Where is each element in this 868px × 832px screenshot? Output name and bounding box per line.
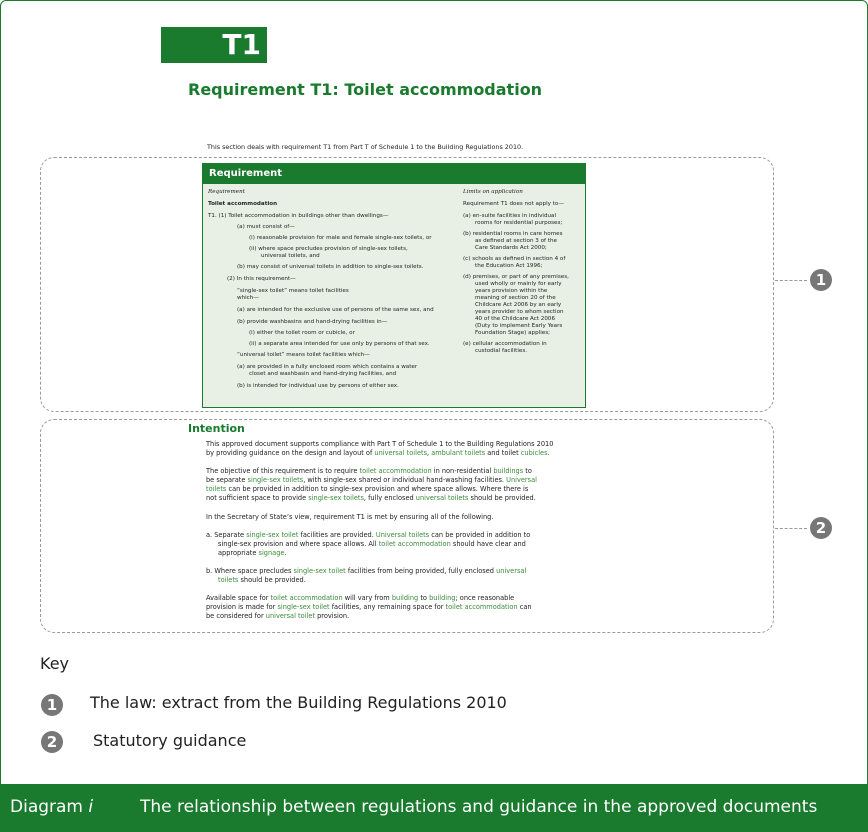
- link-single-sex-toilets[interactable]: single-sex toilets: [308, 494, 364, 502]
- link-cubicles[interactable]: cubicles: [520, 449, 548, 457]
- requirement-panel: [202, 163, 586, 408]
- limits-line: meaning of section 20 of the: [475, 295, 556, 301]
- key-item-2-text: Statutory guidance: [93, 731, 247, 750]
- limits-line: Foundation Stage) applies;: [475, 330, 551, 336]
- intention-line: In the Secretary of State’s view, requirement T1 is met by ensuring all of the following.: [206, 513, 494, 521]
- section-tab-label: T1: [222, 28, 261, 61]
- requirement-line: (b) may consist of universal toilets in addition to single-sex toilets.: [237, 264, 424, 270]
- section-tab: [161, 27, 267, 63]
- link-toilets[interactable]: toilets: [206, 485, 227, 493]
- link-single-sex-toilet[interactable]: single-sex toilet: [277, 603, 330, 611]
- link-toilet-accommodation[interactable]: toilet accommodation: [359, 467, 432, 475]
- diagram-caption: The relationship between regulations and guidance in the approved documents: [140, 797, 818, 817]
- link-building[interactable]: building: [391, 594, 419, 602]
- requirement-line: (b) is intended for individual use by persons of either sex.: [237, 383, 399, 389]
- requirement-column-heading: Requirement: [208, 189, 245, 195]
- requirement-line: (a) are intended for the exclusive use of persons of the same sex, and: [237, 307, 434, 313]
- link-single-sex-toilet[interactable]: single-sex toilet: [293, 567, 346, 575]
- intention-line: be considered for universal toilet provision.: [206, 612, 350, 620]
- diagram-label: Diagram i: [10, 797, 94, 817]
- limits-line: (b) residential rooms in care homes: [463, 231, 563, 237]
- intention-line: This approved document supports compliance with Part T of Schedule 1 to the Building Regulations 2010: [206, 440, 554, 448]
- limits-line: (e) cellular accommodation in: [463, 341, 547, 347]
- intention-line: provision is made for single-sex toilet facilities, any remaining space for toilet accommodation can: [206, 603, 532, 611]
- link-universal-toilets[interactable]: Universal toilets: [375, 531, 430, 539]
- connector-1: [775, 280, 807, 281]
- requirement-line: universal toilets, and: [261, 253, 320, 259]
- requirement-line: closet and washbasin and hand-drying facilities, and: [249, 371, 397, 377]
- limits-line: (c) schools as defined in section 4 of: [463, 256, 566, 262]
- intention-line: not sufficient space to provide single-sex toilets, fully enclosed universal toilets should be provided.: [206, 494, 536, 502]
- link-ambulant-toilets[interactable]: ambulant toilets: [431, 449, 486, 457]
- limits-line: years provision within the: [475, 288, 548, 294]
- link-signage[interactable]: signage: [258, 549, 285, 557]
- limits-line: years provider to whom section: [475, 309, 564, 315]
- limits-line: (d) premises, or part of any premises,: [463, 274, 569, 280]
- requirement-line: (2) In this requirement—: [227, 276, 296, 282]
- limits-line: 40 of the Childcare Act 2006: [475, 316, 556, 322]
- link-buildings[interactable]: buildings: [493, 467, 524, 475]
- page-heading: Requirement T1: Toilet accommodation: [188, 80, 543, 99]
- marker-2-icon: 2: [810, 517, 832, 539]
- requirement-line: (ii) a separate area intended for use only by persons of that sex.: [249, 341, 430, 347]
- requirement-line: (ii) where space precludes provision of single-sex toilets,: [249, 246, 408, 252]
- link-toilet-accommodation[interactable]: toilet accommodation: [445, 603, 518, 611]
- limits-line: used wholly or mainly for early: [475, 281, 562, 287]
- intention-line: be separate single-sex toilets, with single-sex shared or individual hand-washing facilities. Universal: [206, 476, 537, 484]
- intention-line: by providing guidance on the design and layout of universal toilets, ambulant toilets and toilet cubicles.: [206, 449, 550, 457]
- link-single-sex-toilets[interactable]: single-sex toilets: [247, 476, 304, 484]
- connector-2: [775, 528, 807, 529]
- requirement-line: (a) are provided in a fully enclosed room which contains a water: [237, 364, 418, 370]
- key-title: Key: [40, 654, 70, 673]
- intro-text: This section deals with requirement T1 from Part T of Schedule 1 to the Building Regulations 2010.: [207, 143, 524, 151]
- limits-line: Childcare Act 2006 by an early: [475, 302, 562, 308]
- limits-line: (Duty to implement Early Years: [475, 323, 563, 329]
- link-universal-toilets[interactable]: universal toilets: [374, 449, 428, 457]
- requirement-subheading: Toilet accommodation: [208, 201, 278, 207]
- link-toilets[interactable]: toilets: [218, 576, 239, 584]
- intention-line: single-sex provision and where space allows. All toilet accommodation should have clear and: [218, 540, 526, 548]
- limits-line: custodial facilities.: [475, 348, 528, 354]
- intention-line: toilets can be provided in addition to single-sex provision and where space allows. Where there is: [206, 485, 529, 493]
- requirement-line: T1. (1) Toilet accommodation in buildings other than dwellings—: [208, 213, 389, 219]
- requirement-line: “universal toilet” means toilet facilities which—: [237, 352, 370, 358]
- requirement-line: (i) either the toilet room or cubicle, or: [249, 330, 355, 336]
- link-building[interactable]: building: [429, 594, 456, 602]
- intention-line: toilets should be provided.: [218, 576, 306, 584]
- limits-line: Care Standards Act 2000;: [475, 245, 547, 251]
- link-universal-toilet[interactable]: universal toilet: [265, 612, 315, 620]
- link-universal-toilets[interactable]: universal toilets: [415, 494, 469, 502]
- limits-line: Requirement T1 does not apply to—: [463, 201, 564, 207]
- limits-column-heading: Limits on application: [463, 189, 523, 195]
- intention-line: The objective of this requirement is to require toilet accommodation in non-residential buildings to: [206, 467, 532, 475]
- requirement-line: (a) must consist of—: [237, 224, 295, 230]
- link-universal[interactable]: universal: [496, 567, 527, 575]
- requirement-line: “single-sex toilet” means toilet facilities: [237, 288, 349, 294]
- link-single-sex-toilet[interactable]: single-sex toilet: [246, 531, 299, 539]
- link-universal[interactable]: Universal: [506, 476, 537, 484]
- key-item-1-text: The law: extract from the Building Regulations 2010: [90, 693, 507, 712]
- link-toilet-accommodation[interactable]: toilet accommodation: [270, 594, 343, 602]
- key-marker-1-icon: 1: [41, 694, 63, 716]
- limits-line: rooms for residential purposes;: [475, 220, 563, 226]
- marker-1-icon: 1: [810, 269, 832, 291]
- key-marker-2-icon: 2: [41, 731, 63, 753]
- intention-title: Intention: [188, 422, 245, 435]
- link-toilet-accommodation[interactable]: toilet accommodation: [378, 540, 451, 548]
- requirement-line: which—: [237, 295, 259, 301]
- limits-line: the Education Act 1996;: [475, 263, 543, 269]
- intention-line: Available space for toilet accommodation will vary from building to building; once reasonable: [206, 594, 515, 602]
- limits-line: (a) en-suite facilities in individual: [463, 213, 557, 219]
- limits-line: as defined at section 3 of the: [475, 238, 557, 244]
- intention-line: a. Separate single-sex toilet facilities are provided. Universal toilets can be provided in addition to: [206, 531, 531, 539]
- requirement-line: (b) provide washbasins and hand-drying facilities in—: [237, 319, 388, 325]
- intention-line: appropriate signage.: [218, 549, 287, 557]
- requirement-line: (i) reasonable provision for male and female single-sex toilets, or: [249, 235, 432, 241]
- intention-line: b. Where space precludes single-sex toilet facilities from being provided, fully enclosed universal: [206, 567, 527, 575]
- requirement-panel-title: Requirement: [203, 164, 585, 184]
